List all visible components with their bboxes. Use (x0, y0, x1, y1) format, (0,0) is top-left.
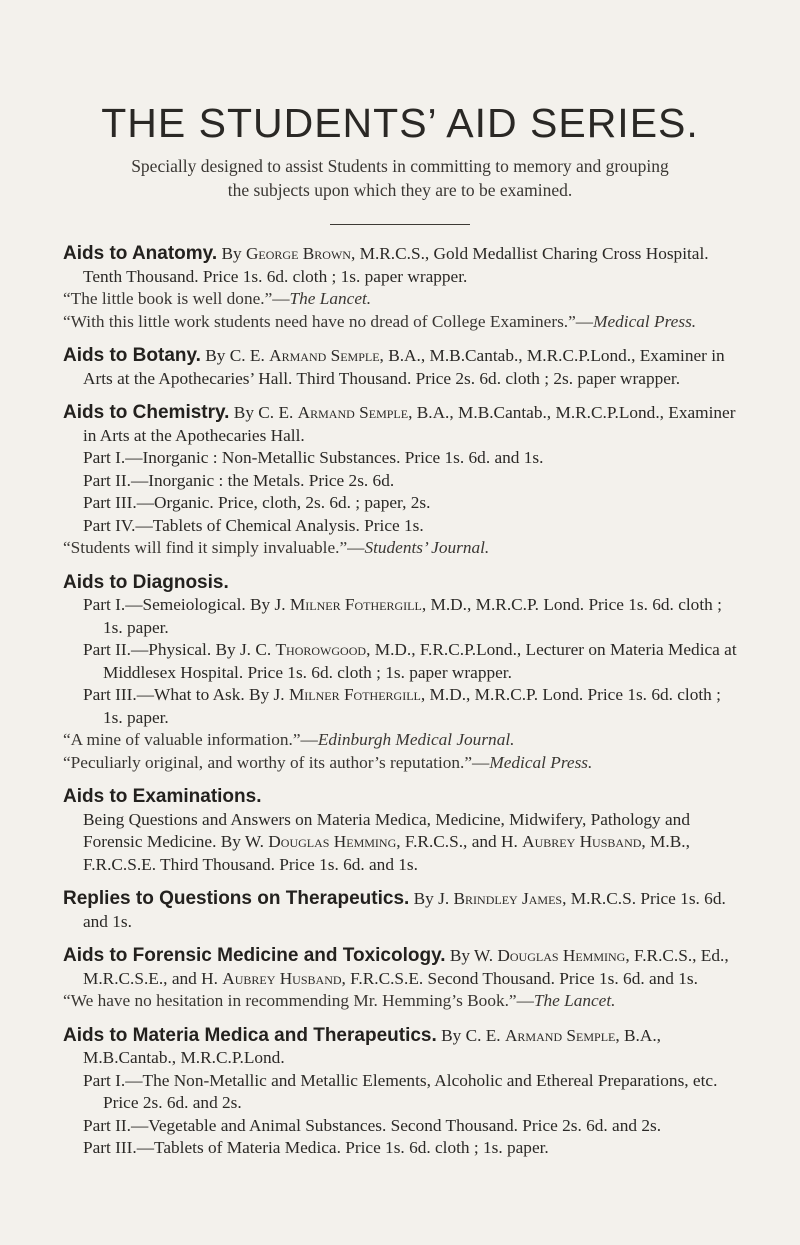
entry-author: Thorowgood (275, 640, 367, 659)
entry-description (63, 572, 740, 595)
entry-text: Part II.—Physical. By J. C. (83, 640, 272, 659)
entry-text: Being Questions and Answers on Materia Medica, Medicine, Midwifery, Pathology and Forensic Medicine. By W. (83, 809, 690, 851)
entry-text: , F.R.C.S., Ed., M.R.C.S.E., and H. (83, 946, 729, 988)
entry-part: Part IV.—Tablets of Chemical Analysis. Price 1s. (83, 515, 424, 535)
page-title: THE STUDENTS’ AID SERIES. (101, 100, 699, 146)
entry-description (63, 1025, 740, 1070)
entry-part: Part III.—Tablets of Materia Medica. Price 1s. 6d. cloth ; 1s. paper. (83, 1138, 549, 1157)
entry-part (63, 594, 740, 639)
entry-text: , M.D., F.R.C.P.Lond., Lecturer on Materia Medica at Middlesex Hospital. Price 1s. 6d. cloth ; 1s. paper wrapper. (103, 640, 737, 682)
entry-text: , M.R.C.S., Gold Medallist Charing Cross Hospital. Tenth Thousand. Price 1s. 6d. cloth ; 1s. paper wrapper. (83, 244, 709, 286)
entry-heading: Aids to Diagnosis. (63, 571, 229, 593)
entry-part (63, 684, 740, 729)
review-quote (63, 288, 740, 311)
book-entry-therapeutics-replies (63, 888, 740, 933)
quote-text: “With this little work students need have no dread of College Examiners.”— (63, 311, 594, 331)
entry-author: George Brown (245, 244, 351, 263)
quote-text: “A mine of valuable information.”— (63, 730, 318, 749)
subtitle-line: Specially designed to assist Students in committing to memory and grouping (131, 156, 669, 176)
entry-description (63, 345, 740, 390)
entry-text: , M.D., M.R.C.P. Lond. Price 1s. 6d. cloth ; 1s. paper. (103, 685, 721, 727)
review-quote (63, 752, 740, 775)
entry-description (63, 888, 740, 933)
entry-author: Brindley James (453, 889, 563, 908)
quote-source: Medical Press. (593, 311, 697, 331)
entry-text: Part I.—Semeiological. By J. (83, 595, 286, 614)
entry-description (63, 402, 740, 447)
entry-text: By J. (413, 889, 450, 908)
entry-author: Aubrey Husband (522, 832, 642, 851)
entry-author: Milner Fothergill (289, 595, 422, 614)
entry-text: , B.A., M.B.Cantab., M.R.C.P.Lond. (83, 1025, 661, 1067)
entry-text: , B.A., M.B.Cantab., M.R.C.P.Lond., Examiner in Arts at the Apothecaries’ Hall. Third Thousand. Price 2s. 6d. cloth ; 2s. paper wrapper. (83, 346, 725, 388)
book-list (63, 243, 740, 1172)
entry-text: , F.R.C.S., and H. (396, 832, 518, 851)
entry-description (63, 945, 740, 990)
entry-text: By (221, 244, 242, 263)
entry-description (63, 786, 740, 809)
entry-part: Part III.—Organic. Price, cloth, 2s. 6d. ; paper, 2s. (83, 493, 431, 512)
entry-heading: Aids to Chemistry. (63, 402, 230, 423)
subtitle-line: the subjects upon which they are to be examined. (227, 180, 573, 200)
entry-author: Armand Semple (504, 1025, 616, 1045)
entry-text: Part III.—What to Ask. By J. (83, 685, 285, 704)
entry-text: By C. E. (205, 346, 265, 365)
review-quote (63, 537, 740, 560)
entry-description (63, 243, 740, 288)
quote-source: Edinburgh Medical Journal. (317, 730, 515, 749)
entry-author: Armand Semple (269, 346, 380, 365)
entry-part: Part I.—The Non-Metallic and Metallic Elements, Alcoholic and Ethereal Preparations, etc. Price 2s. 6d. and 2s. (83, 1070, 718, 1112)
entry-heading: Replies to Questions on Therapeutics. (63, 888, 410, 909)
entry-body (63, 809, 740, 877)
book-entry-diagnosis (63, 572, 740, 775)
book-entry-forensic-medicine (63, 945, 740, 1013)
divider-rule (330, 224, 470, 225)
subtitle (0, 154, 800, 202)
entry-text: , F.R.C.S.E. Second Thousand. Price 1s. 6d. and 1s. (341, 968, 698, 988)
book-entry-examinations (63, 786, 740, 876)
quote-source: Students’ Journal. (364, 538, 490, 557)
entry-part (63, 639, 740, 684)
entry-part: Part II.—Vegetable and Animal Substances. Second Thousand. Price 2s. 6d. and 2s. (83, 1115, 662, 1135)
review-quote (63, 311, 740, 334)
entry-author: Milner Fothergill (288, 685, 421, 704)
entry-text: By C. E. (233, 403, 294, 422)
quote-text: “The little book is well done.”— (63, 289, 290, 308)
entry-part: Part I.—Inorganic : Non-Metallic Substances. Price 1s. 6d. and 1s. (83, 448, 544, 467)
entry-text: , M.B., F.R.C.S.E. Third Thousand. Price 1s. 6d. and 1s. (83, 832, 690, 874)
quote-source: Medical Press. (489, 752, 593, 772)
entry-heading: Aids to Examinations. (63, 786, 262, 807)
entry-heading: Aids to Forensic Medicine and Toxicology. (63, 945, 446, 966)
book-entry-botany (63, 345, 740, 390)
quote-text: “We have no hesitation in recommending Mr. Hemming’s Book.”— (63, 991, 534, 1010)
entry-author: Douglas Hemming (497, 946, 626, 965)
book-entry-materia-medica (63, 1025, 740, 1160)
entry-text: By W. (449, 946, 494, 965)
review-quote (63, 990, 740, 1013)
book-entry-anatomy (63, 243, 740, 333)
quote-source: The Lancet. (533, 991, 616, 1010)
entry-part: Part II.—Inorganic : the Metals. Price 2s. 6d. (83, 470, 395, 490)
quote-text: “Peculiarly original, and worthy of its author’s reputation.”— (63, 752, 490, 772)
book-entry-chemistry (63, 402, 740, 560)
review-quote (63, 729, 740, 752)
entry-text: , B.A., M.B.Cantab., M.R.C.P.Lond., Examiner in Arts at the Apothecaries Hall. (83, 403, 736, 445)
entry-author: Douglas Hemming (268, 832, 397, 851)
entry-text: By C. E. (441, 1025, 501, 1045)
entry-heading: Aids to Anatomy. (63, 243, 218, 264)
entry-author: Aubrey Husband (222, 968, 342, 988)
quote-source: The Lancet. (289, 289, 372, 308)
entry-heading: Aids to Botany. (63, 345, 201, 366)
quote-text: “Students will find it simply invaluable.”— (63, 538, 365, 557)
entry-author: Armand Semple (297, 403, 409, 422)
entry-heading: Aids to Materia Medica and Therapeutics. (63, 1024, 437, 1046)
entry-text: , M.D., M.R.C.P. Lond. Price 1s. 6d. cloth ; 1s. paper. (103, 595, 722, 637)
entry-text: , M.R.C.S. Price 1s. 6d. and 1s. (83, 889, 726, 931)
